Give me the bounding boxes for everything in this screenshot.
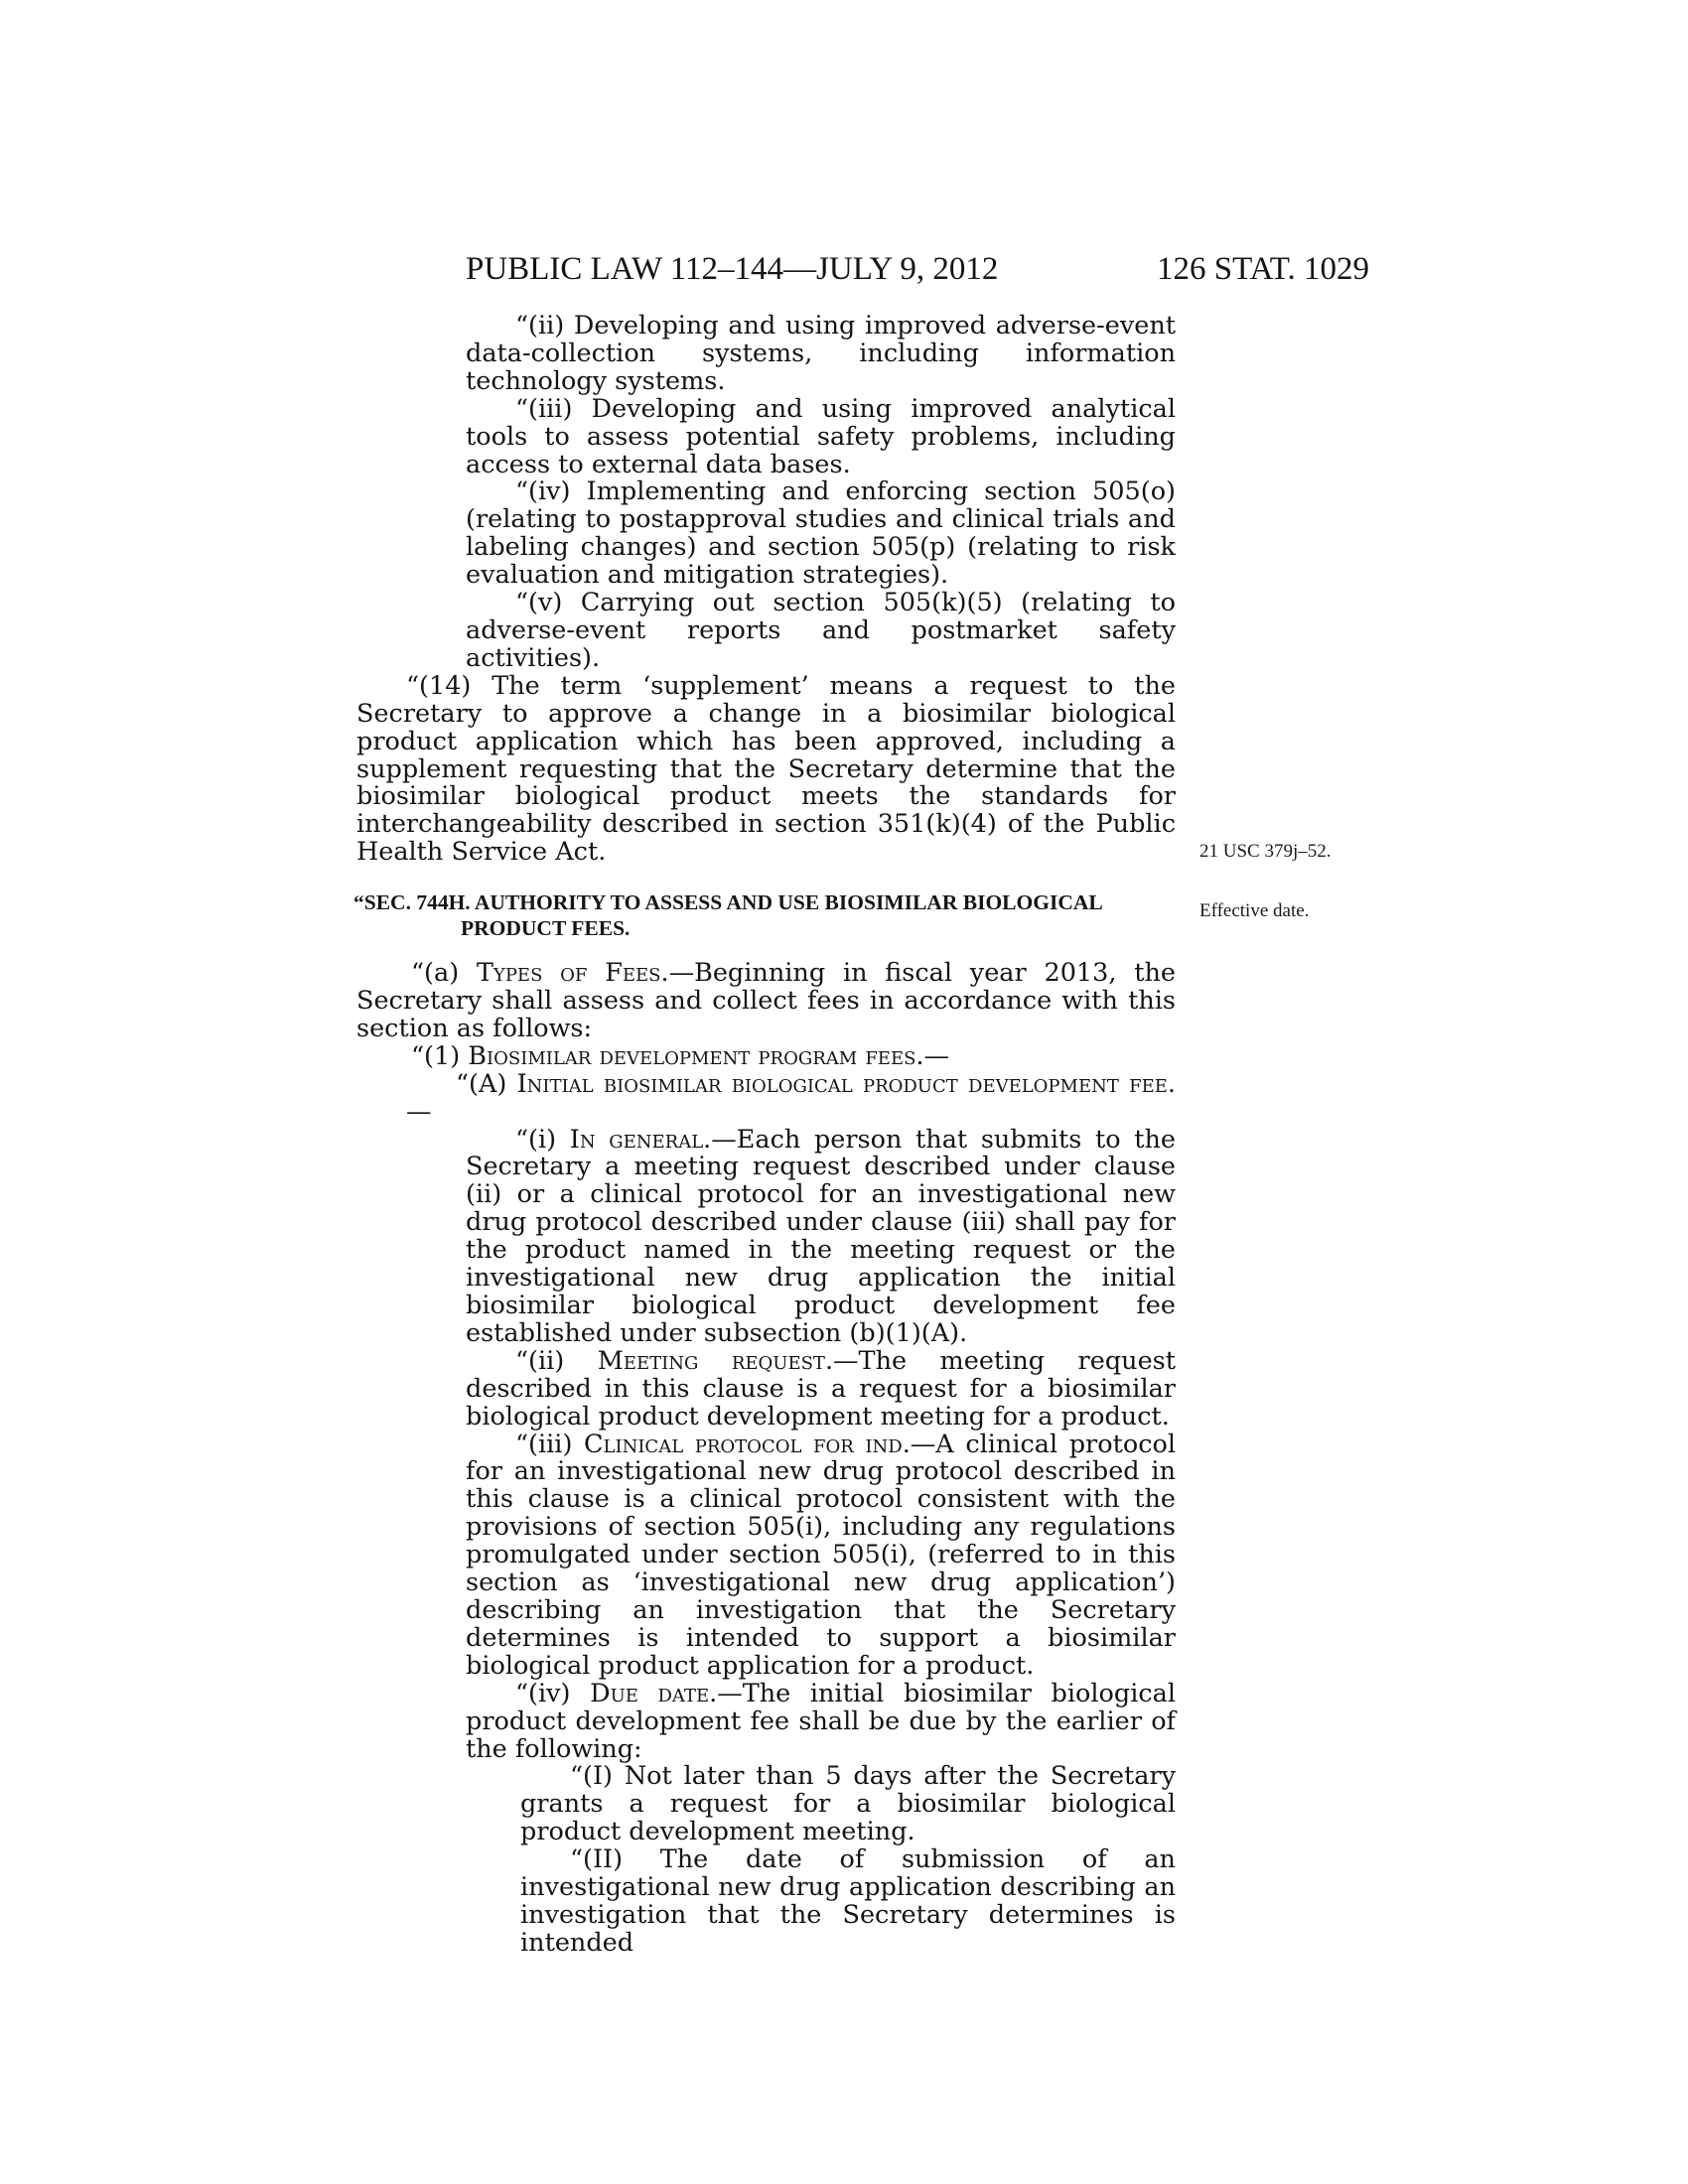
clause-iv-prefix: “(iv) [515, 1678, 591, 1708]
clause-iii-body: .—A clinical protocol for an investigational new drug protocol described in this clause is a clinical protocol consistent with the provisions of section 505(i), including any regulations promulgated under section 505(i), (referred to in this section as ‘investigational new drug application’) describing an investigation that the Secretary determines is intended to support a biosimilar biological product application for a product. [466, 1429, 1176, 1681]
stat-page-number: 126 STAT. 1029 [1156, 251, 1369, 287]
running-title: PUBLIC LAW 112–144—JULY 9, 2012 [466, 251, 999, 287]
subclause-I: “(I) Not later than 5 days after the Secretary grants a request for a biosimilar biological product development meeting. [520, 1761, 1176, 1847]
clause-ii-body: .—The meeting request described in this clause is a request for a biosimilar biological product development meeting for a product. [466, 1345, 1176, 1432]
clause-i-caption: In general [569, 1124, 704, 1155]
clause-ii-adverse-event: “(ii) Developing and using improved adverse-event data-collection systems, including information technology systems. [466, 311, 1176, 396]
paragraph-1-body: .— [915, 1040, 950, 1071]
clause-iv-enforcing: “(iv) Implementing and enforcing section 505(o) (relating to postapproval studies and clinical trials and labeling changes) and section 505(p) (relating to risk evaluation and mitigation strategies). [466, 477, 1176, 591]
subparagraph-A-caption: Initial biosimilar biological product development fee [516, 1068, 1168, 1099]
subparagraph-A-body: .— [406, 1068, 1176, 1127]
subsection-a [356, 960, 1176, 1043]
subsection-a-caption: Types of Fees [476, 958, 661, 989]
clause-iv-due-date [356, 1678, 1176, 1764]
statute-text [353, 311, 1177, 1958]
clause-iv-caption: Due date [590, 1678, 710, 1708]
paragraph-1-caption: Biosimilar development program fees [468, 1040, 916, 1071]
definition-14-supplement: “(14) The term ‘supplement’ means a request to the Secretary to approve a change in a biosimilar biological product application which has been approved, including a supplement requesting that the Secretary determine that the biosimilar biological product meets the standards for interchangeability described in section 351(k)(4) of the Public Health Service Act. [356, 670, 1176, 868]
clause-ii-caption: Meeting request [597, 1345, 825, 1376]
section-heading: “SEC. 744H. AUTHORITY TO ASSESS AND USE BIOSIMILAR BIOLOGICAL PRODUCT FEES. [353, 890, 1102, 941]
subparagraph-A-prefix: “(A) [456, 1068, 517, 1099]
clause-i-body: .—Each person that submits to the Secretary a meeting request described under clause (ii) or a clinical protocol for an investigational new drug protocol described under clause (iii) shall pay for the product named in the meeting request or the investigational new drug application the initial biosimilar biological product development fee established under subsection (b)(1)(A). [466, 1124, 1177, 1348]
clause-iii-prefix: “(iii) [515, 1429, 584, 1459]
clause-ii-prefix: “(ii) [515, 1345, 598, 1376]
clause-iii-caption: Clinical protocol for ind [584, 1429, 903, 1459]
clause-iv-body: .—The initial biosimilar biological product development fee shall be due by the earlier of the following: [466, 1678, 1176, 1764]
paragraph-1 [356, 1040, 1176, 1071]
clause-ii-meeting-request [356, 1345, 1176, 1432]
clause-iii-clinical-protocol [356, 1429, 1176, 1681]
margin-note-usc: 21 USC 379j–52. [1199, 841, 1332, 862]
subsection-a-prefix: “(a) [411, 958, 477, 989]
subclause-II: “(II) The date of submission of an investigational new drug application describing an investigation that the Secretary determines is intended [520, 1844, 1176, 1958]
subparagraph-A [356, 1068, 1176, 1127]
clause-i-in-general [356, 1124, 1177, 1348]
subsection-a-body: .—Beginning in fiscal year 2013, the Secretary shall assess and collect fees in accordance with this section as follows: [356, 958, 1177, 1043]
paragraph-1-prefix: “(1) [411, 1040, 469, 1071]
page-header [466, 249, 1369, 289]
margin-note-effective-date: Effective date. [1199, 900, 1310, 921]
clause-i-prefix: “(i) [515, 1124, 570, 1155]
clause-iii-analytical-tools: “(iii) Developing and using improved analytical tools to assess potential safety problems, including access to external data bases. [466, 393, 1176, 479]
clause-v-carrying-out: “(v) Carrying out section 505(k)(5) (relating to adverse-event reports and postmarket safety activities). [466, 588, 1176, 673]
